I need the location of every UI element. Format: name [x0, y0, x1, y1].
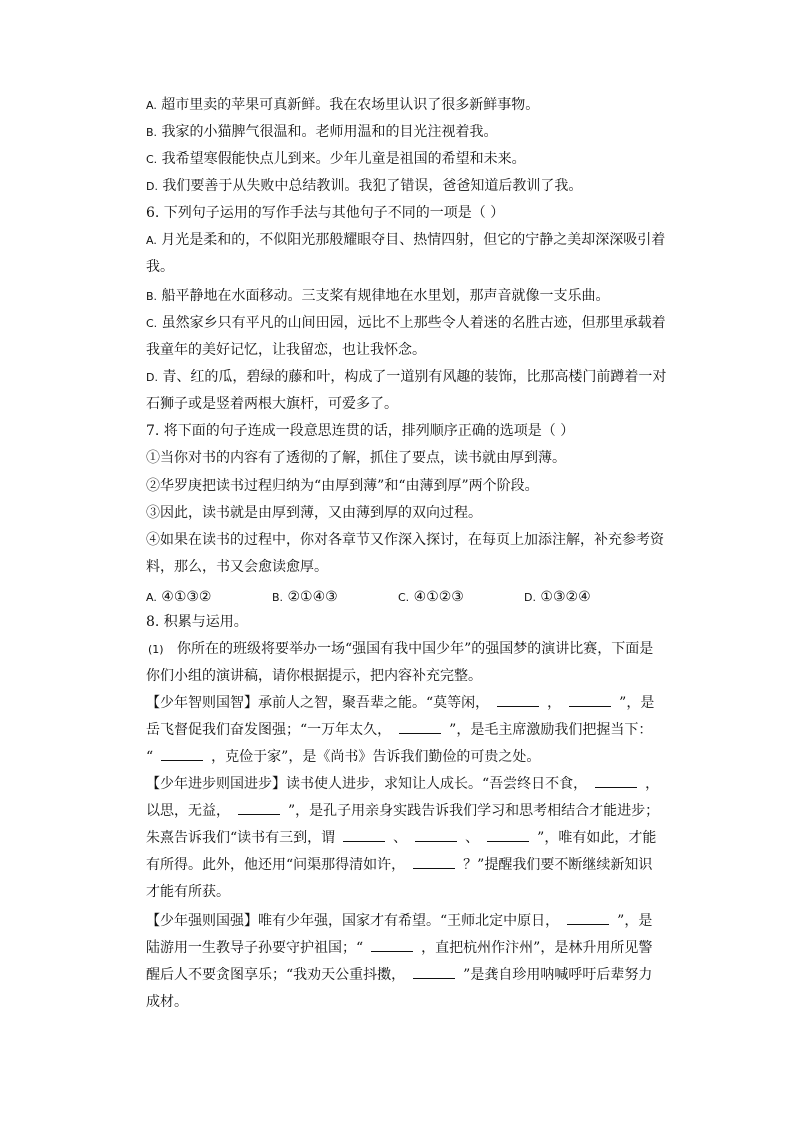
answer-blank[interactable]: [497, 694, 539, 707]
paragraph-text: ，直把杭州作汴州”，是林升用所见警: [421, 940, 653, 956]
paragraph-text: ”，是孔子用亲身实践告诉我们学习和思考相结合才能进步；: [288, 803, 660, 819]
section-jinbu-line-1: [146, 774, 659, 794]
answer-blank[interactable]: [399, 721, 441, 734]
option-label: C.: [398, 591, 410, 604]
q6-option-c: [146, 313, 666, 334]
section-qiang-line-3: [146, 965, 652, 985]
q7-sentence-2: ②华罗庚把读书过程归纳为“由厚到薄”和“由薄到厚”两个阶段。: [146, 478, 539, 494]
q5-option-c: [146, 149, 526, 170]
q6-option-c-cont: 我童年的美好记忆，让我留恋，也让我怀念。: [146, 342, 426, 358]
section-qiang-line-4: 成材。: [146, 994, 188, 1010]
section-zhi-line-1: [146, 693, 654, 713]
paragraph-text: 陆游用一生教导子孙要守护祖国；“: [146, 940, 364, 956]
paragraph-text: 有所得。此外，他还用“问渠那得清如许，: [146, 857, 406, 873]
answer-blank[interactable]: [567, 912, 609, 925]
option-label: C.: [146, 153, 158, 166]
paragraph-text: 醒后人不要贪图享乐；“我劝天公重抖擞，: [146, 967, 406, 983]
q5-option-d: [146, 176, 582, 197]
answer-blank[interactable]: [238, 802, 280, 815]
paragraph-text: 、: [393, 830, 408, 846]
q7-sentence-4: ④如果在读书的过程中，你对各章节又作深入探讨，在每页上加添注解，补充参考资: [146, 532, 664, 548]
q8-sub1-intro-cont: 你们小组的演讲稿，请你根据提示，把内容补充完整。: [146, 668, 482, 684]
section-zhi-line-3: [146, 747, 540, 767]
paragraph-text: ”，是: [617, 913, 653, 929]
option-label: A.: [146, 99, 157, 112]
q7-sentence-1: ①当你对书的内容有了透彻的了解，抓住了要点，读书就由厚到薄。: [146, 450, 566, 466]
paragraph-text: 以思，无益，: [146, 803, 230, 819]
section-zhi-line-2: [146, 720, 652, 740]
option-label: D.: [146, 180, 158, 193]
option-text: 我们要善于从失败中总结教训。我犯了错误，爸爸知道后教训了我。: [162, 178, 583, 194]
option-label: D.: [146, 371, 158, 384]
section-jinbu-line-2: [146, 801, 659, 821]
paragraph-text: ”，是: [619, 695, 655, 711]
paragraph-text: 你所在的班级将要举办一场“强国有我中国少年”的强国梦的演讲比赛，下面是: [176, 641, 654, 657]
option-label: C.: [146, 317, 158, 330]
paragraph-text: 读书使人进步，求知让人成长。“吾尝终日不食，: [286, 776, 588, 792]
option-text: ①③②④: [540, 589, 591, 605]
option-label: B.: [146, 126, 158, 139]
q6-stem: 6. 下列句子运用的写作手法与其他句子不同的一项是（ ）: [146, 205, 505, 221]
option-text: 虽然家乡只有平凡的山间田园，远比不上那些令人着迷的名胜古迹，但那里承载着: [161, 315, 666, 331]
paragraph-text: “: [146, 749, 154, 765]
section-jinbu-line-3: [146, 828, 656, 848]
paragraph-text: 唯有少年强，国家才有希望。“王师北定中原日，: [258, 913, 560, 929]
q7-stem: 7. 将下面的句子连成一段意思连贯的话，排列顺序正确的选项是（ ）: [146, 423, 575, 439]
option-text: ④①③②: [161, 589, 212, 605]
paragraph-text: ”，唯有如此，才能: [537, 830, 657, 846]
section-heading: 【少年智则国智】: [146, 695, 258, 711]
option-label: A.: [146, 234, 157, 247]
answer-blank[interactable]: [413, 856, 455, 869]
answer-blank[interactable]: [343, 829, 385, 842]
paragraph-text: 承前人之智，聚吾辈之能。“莫等闲，: [258, 695, 490, 711]
section-qiang-line-1: [146, 911, 652, 931]
option-label: B.: [146, 290, 158, 303]
paragraph-text: 朱熹告诉我们“读书有三到，谓: [146, 830, 336, 846]
q6-option-d: [146, 367, 666, 388]
q7-options: [146, 587, 650, 608]
section-jinbu-line-4: [146, 855, 652, 875]
answer-blank[interactable]: [487, 829, 529, 842]
q7-sentence-4-cont: 料，那么，书又会愈读愈厚。: [146, 559, 328, 575]
q8-stem: 8. 积累与运用。: [146, 614, 248, 630]
answer-blank[interactable]: [161, 748, 203, 761]
option-text: 月光是柔和的，不似阳光那般耀眼夺目、热情四射，但它的宁静之美却深深吸引着: [161, 232, 666, 248]
answer-blank[interactable]: [413, 966, 455, 979]
section-heading: 【少年强则国强】: [146, 913, 258, 929]
q5-option-b: [146, 122, 498, 143]
option-text: ④①②③: [413, 589, 464, 605]
paragraph-text: ，克俭于家”，是《尚书》告诉我们勤俭的可贵之处。: [211, 749, 541, 765]
answer-blank[interactable]: [415, 829, 457, 842]
q7-option-b: [272, 587, 398, 608]
option-text: 船平静地在水面移动。三支桨有规律地在水里划，那声音就像一支乐曲。: [161, 288, 610, 304]
answer-blank[interactable]: [595, 775, 637, 788]
option-label: D.: [524, 591, 536, 604]
q6-option-a-cont: 我。: [146, 259, 174, 275]
q7-option-a: [146, 587, 272, 608]
paragraph-text: 岳飞督促我们奋发图强；“一万年太久，: [146, 722, 392, 738]
q7-option-c: [398, 587, 524, 608]
q5-option-a: [146, 95, 539, 116]
q6-option-b: [146, 286, 610, 307]
option-text: 青、红的瓜，碧绿的藤和叶，构成了一道别有风趣的装饰，比那高楼门前蹲着一对: [162, 369, 667, 385]
paragraph-text: 、: [465, 830, 480, 846]
option-text: ②①④③: [287, 589, 338, 605]
section-heading: 【少年进步则国进步】: [146, 776, 286, 792]
section-jinbu-line-5: 才能有所获。: [146, 884, 230, 900]
option-label: B.: [272, 591, 284, 604]
q6-option-d-cont: 石狮子或是竖着两根大旗杆，可爱多了。: [146, 396, 398, 412]
paragraph-text: ，: [645, 776, 660, 792]
option-text: 超市里卖的苹果可真新鲜。我在农场里认识了很多新鲜事物。: [161, 97, 540, 113]
answer-blank[interactable]: [569, 694, 611, 707]
paragraph-text: ，: [547, 695, 562, 711]
q6-option-a: [146, 230, 665, 251]
paragraph-text: ”是龚自珍用呐喊呼吁后辈努力: [463, 967, 653, 983]
option-text: 我家的小猫脾气很温和。老师用温和的目光注视着我。: [161, 124, 498, 140]
paragraph-text: ？”提醒我们要不断继续新知识: [463, 857, 653, 873]
answer-blank[interactable]: [371, 939, 413, 952]
sub-question-number: (1): [148, 643, 164, 656]
option-label: A.: [146, 591, 157, 604]
q7-option-d: [524, 587, 650, 608]
paragraph-text: ”，是毛主席激励我们把握当下：: [449, 722, 653, 738]
q8-sub1-intro: [148, 639, 653, 660]
section-qiang-line-2: [146, 938, 652, 958]
q7-sentence-3: ③因此，读书就是由厚到薄，又由薄到厚的双向过程。: [146, 505, 482, 521]
option-text: 我希望寒假能快点儿到来。少年儿童是祖国的希望和未来。: [161, 151, 526, 167]
